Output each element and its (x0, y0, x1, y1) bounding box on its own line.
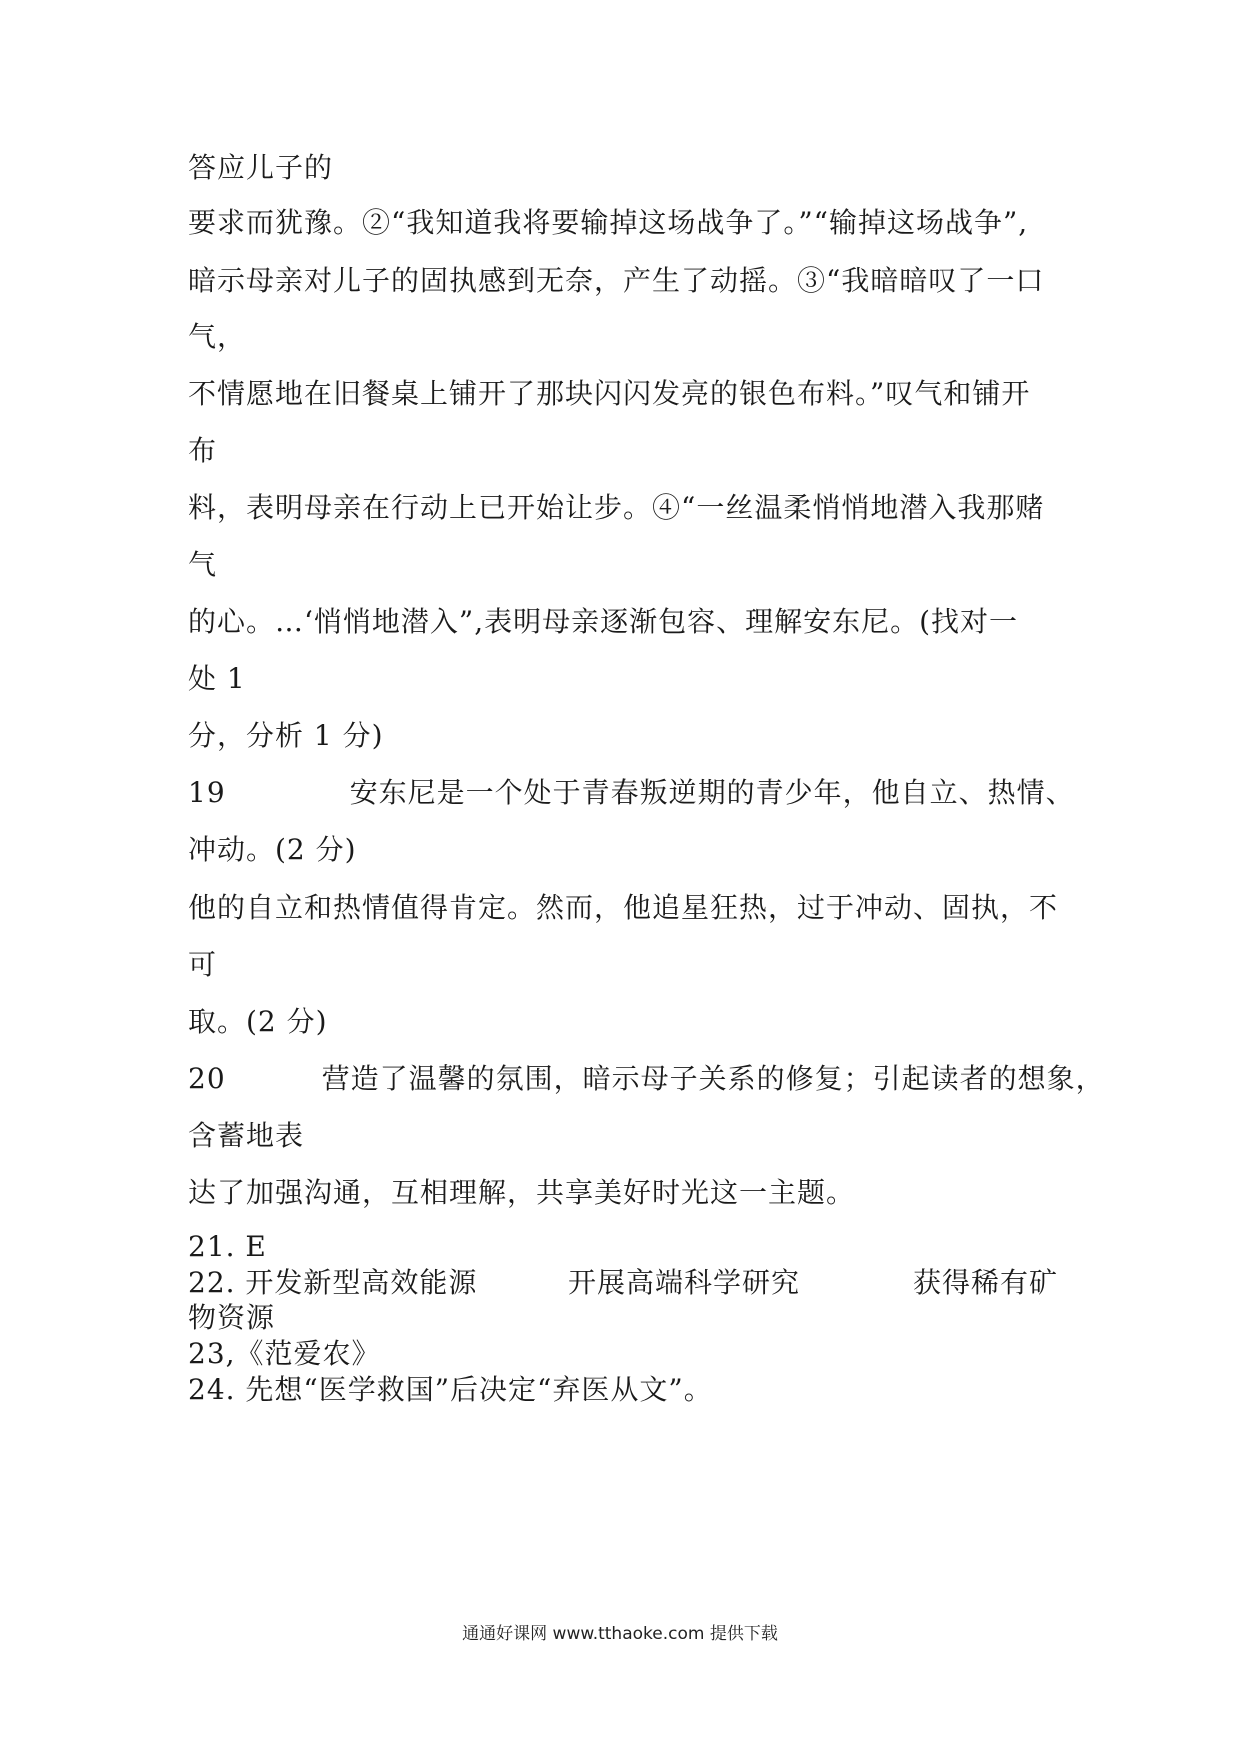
text-line: 达了加强沟通，互相理解，共享美好时光这一主题。 (188, 1176, 856, 1209)
answer-22 (188, 1265, 1068, 1301)
footer-text: 通通好课网 www.tthaoke.com 提供下载 (462, 1624, 778, 1644)
question-20 (188, 1059, 1105, 1099)
question-text: 营造了温馨的氛围，暗示母子关系的修复；引起读者的想象， (321, 1062, 1105, 1095)
answer-22-item-3: 获得稀有矿 (913, 1266, 1059, 1299)
answer-24: 24. 先想“医学救国”后决定“弃医从文”。 (188, 1373, 713, 1406)
answer-22-item-1: 22. 开发新型高效能源 (188, 1266, 478, 1299)
text-line: 要求而犹豫。②“我知道我将要输掉这场战争了。”“输掉这场战争”, (188, 206, 1029, 239)
text-line: 处 1 (188, 662, 246, 695)
text-line: 含蓄地表 (188, 1119, 305, 1152)
text-line: 料，表明母亲在行动上已开始让步。④“一丝温柔悄悄地潜入我那赌 (188, 491, 1045, 524)
text-line: 布 (188, 434, 218, 467)
text-line: 冲动。(2 分) (188, 833, 357, 866)
question-text: 安东尼是一个处于青春叛逆期的青少年，他自立、热情、 (349, 776, 1075, 809)
text-line: 气 (188, 548, 218, 581)
question-number: 20 (188, 1062, 226, 1095)
text-line: 不情愿地在旧餐桌上铺开了那块闪闪发亮的银色布料。”叹气和铺开 (188, 377, 1031, 410)
answer-22-item-2: 开展高端科学研究 (568, 1266, 801, 1299)
question-19 (188, 773, 1075, 813)
text-line: 气， (188, 320, 247, 353)
text-line: 可 (188, 948, 218, 981)
answer-21: 21. E (188, 1230, 267, 1263)
question-number: 19 (188, 776, 226, 809)
answer-22-continued: 物资源 (188, 1301, 276, 1334)
text-line: 的心。…‘悄悄地潜入”,表明母亲逐渐包容、理解安东尼。(找对一 (188, 605, 1019, 638)
text-line: 暗示母亲对儿子的固执感到无奈，产生了动摇。③“我暗暗叹了一口 (188, 264, 1045, 297)
text-line: 分，分析 1 分) (188, 719, 384, 752)
text-line: 取。(2 分) (188, 1005, 328, 1038)
text-line: 答应儿子的 (188, 151, 334, 184)
text-line: 他的自立和热情值得肯定。然而，他追星狂热，过于冲动、固执，不 (188, 891, 1059, 924)
answer-23: 23,《范爱农》 (188, 1337, 381, 1370)
